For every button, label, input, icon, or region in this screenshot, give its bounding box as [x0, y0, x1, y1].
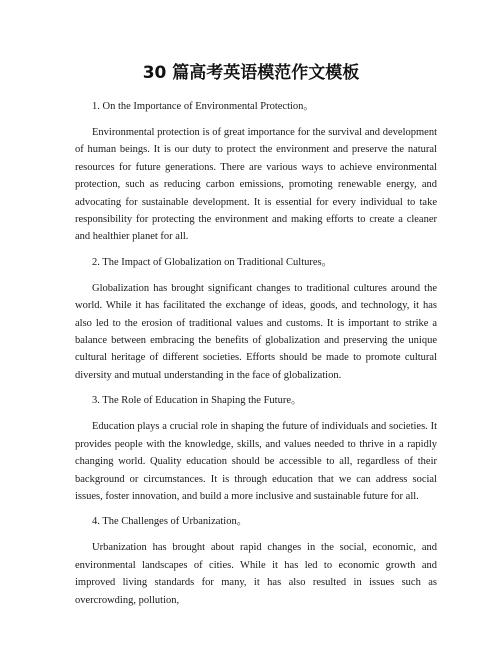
essay-section-2 [75, 254, 437, 384]
section-heading: 2. The Impact of Globalization on Traditional Cultures。 [92, 256, 333, 268]
section-heading: 1. On the Importance of Environmental Protection。 [92, 101, 314, 112]
section-paragraph: Urbanization has brought about rapid changes in the social, economic, and environmental landscapes of cities. While it has led to economic growth and improved living standards for many, it has also resulted in issues such as overcrowding, pollution, [75, 542, 437, 606]
section-paragraph: Globalization has brought significant changes to traditional cultures around the world. While it has facilitated the exchange of ideas, goods, and technology, it has also led to the erosion of traditional values and customs. It is important to strike a balance between embracing the benefits of globalization and preserving the unique cultural heritage of different societies. Efforts should be made to promote cultural diversity and mutual understanding in the face of globalization. [75, 282, 437, 381]
essay-section-4 [75, 513, 437, 609]
section-paragraph: Education plays a crucial role in shaping the future of individuals and societies. It provides people with the knowledge, skills, and values needed to thrive in a rapidly changing world. Quality education should be accessible to all, regardless of their background or circumstances. It is through education that we can address social issues, foster innovation, and build a more inclusive and sustainable future for all. [75, 421, 437, 502]
essay-section-3 [75, 392, 437, 505]
section-heading: 3. The Role of Education in Shaping the Future。 [92, 395, 302, 407]
section-heading: 4. The Challenges of Urbanization。 [92, 516, 248, 528]
document-body [75, 98, 437, 617]
essay-section-1 [75, 98, 437, 246]
section-paragraph: Environmental protection is of great importance for the survival and development of human beings. It is our duty to protect the environment and preserve the natural resources for future generations. There are various ways to achieve environmental protection, such as reducing carbon emissions, promoting renewable energy, and advocating for sustainable development. It is essential for every individual to take responsibility for protecting the environment and making efforts to create a cleaner and healthier planet for all. [75, 127, 437, 243]
page-title: 30 篇高考英语模范作文模板 [142, 63, 360, 83]
